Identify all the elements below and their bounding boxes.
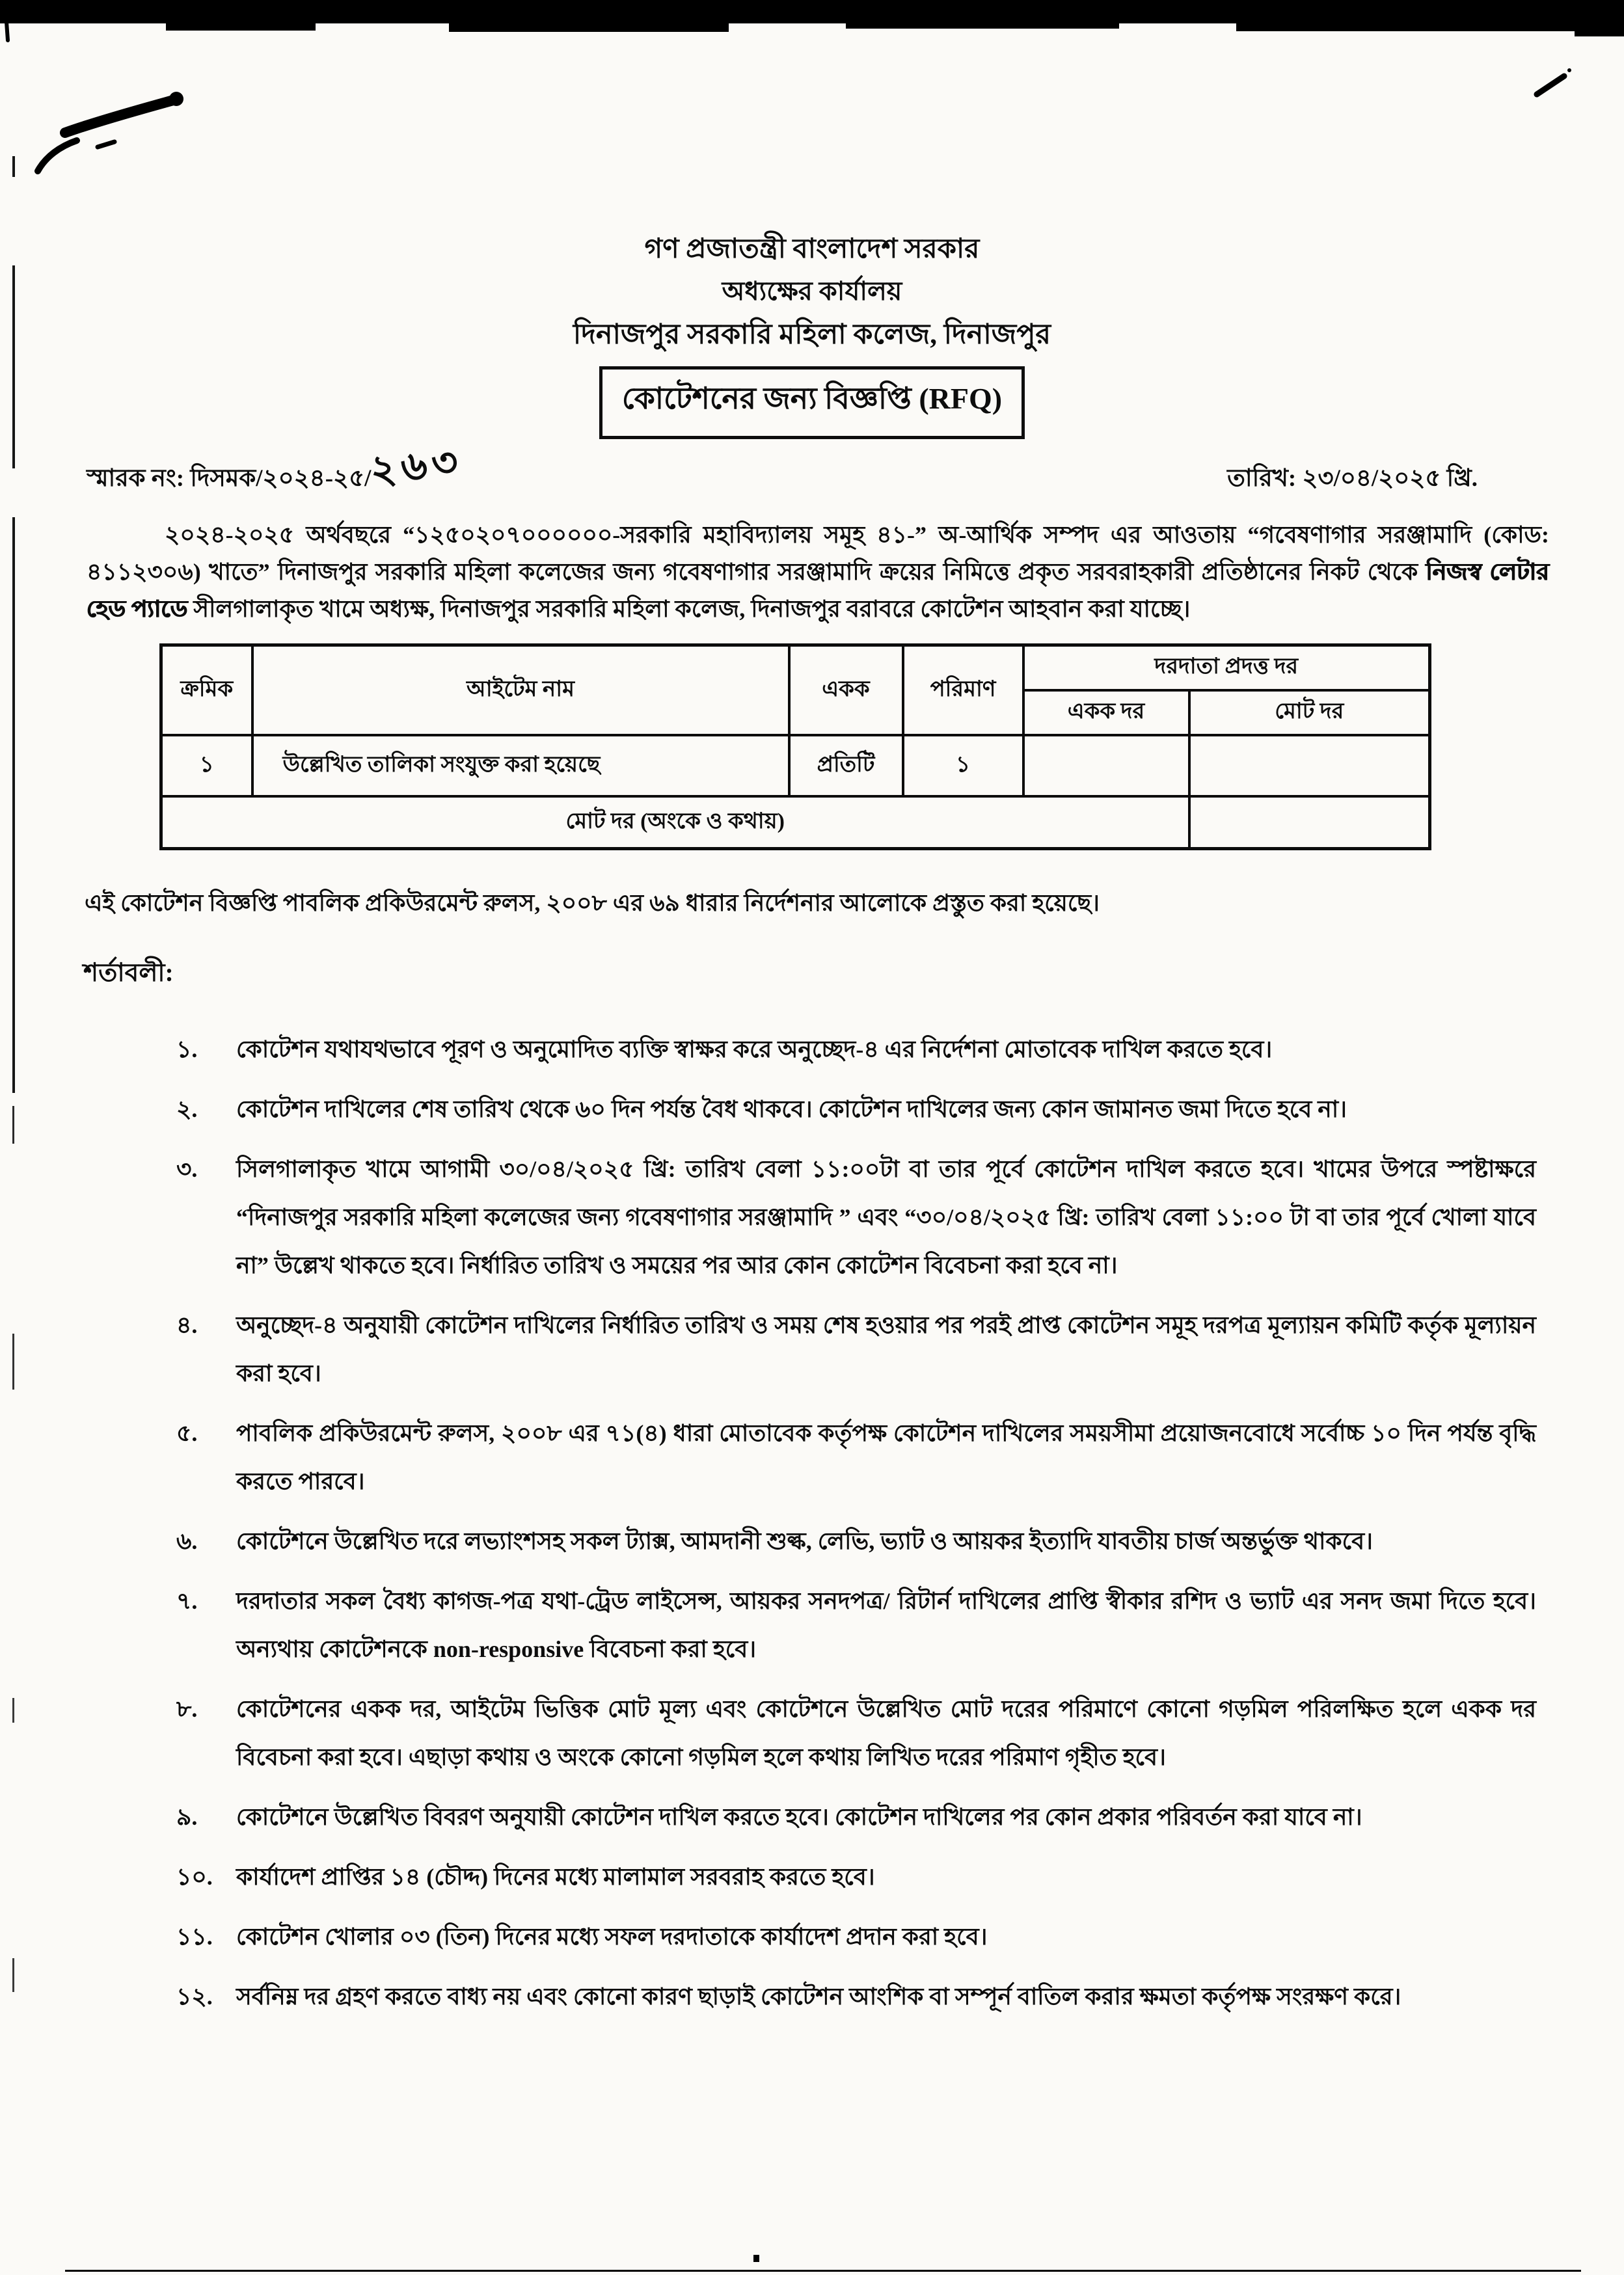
term-text: কোটেশন খোলার ০৩ (তিন) দিনের মধ্যে সফল দরদাতাকে কার্যাদেশ প্রদান করা হবে। bbox=[236, 1924, 988, 1950]
term-number: ১০. bbox=[176, 1864, 213, 1890]
cell-item: উল্লেখিত তালিকা সংযুক্ত করা হয়েছে bbox=[252, 735, 789, 796]
college-name: দিনাজপুর সরকারি মহিলা কলেজ, দিনাজপুর bbox=[573, 319, 1051, 350]
term-text: সর্বনিম্ন দর গ্রহণ করতে বাধ্য নয় এবং কোনো কারণ ছাড়াই কোটেশন আংশিক বা সম্পূর্ন বাতিল করার ক্ষমতা কর্তৃপক্ষ সংরক্ষণ করে। bbox=[236, 1984, 1401, 2010]
term-text: কোটেশন যথাযথভাবে পূরণ ও অনুমোদিত ব্যক্তি স্বাক্ষর করে অনুচ্ছেদ-৪ এর নির্দেশনা মোতাবেক দাখিল করতে হবে। bbox=[236, 1036, 1273, 1062]
office-name: অধ্যক্ষের কার্যালয় bbox=[722, 276, 902, 306]
scan-artifact-bottom-edge bbox=[65, 2270, 1581, 2272]
term-item bbox=[176, 1409, 1536, 1505]
term-number: ৫. bbox=[176, 1420, 198, 1446]
col-header-total-rate: মোট দর bbox=[1189, 690, 1430, 735]
term-item bbox=[176, 1685, 1536, 1781]
col-header-item: আইটেম নাম bbox=[252, 645, 789, 736]
term-item bbox=[176, 1517, 1536, 1565]
memo-row bbox=[87, 439, 1478, 500]
col-header-serial: ক্রমিক bbox=[161, 645, 252, 736]
term-item bbox=[176, 1972, 1536, 2021]
cell-total-rate-empty bbox=[1189, 735, 1430, 796]
term-text: দরদাতার সকল বৈধ্য কাগজ-পত্র যথা-ট্রেড লাইসেন্স, আয়কর সনদপত্র/ রিটার্ন দাখিলের প্রাপ্তি স্বীকার রশিদ ও ভ্যাট এর সনদ জমা দিতে হবে। অন্যথায় কোটেশনকে non-responsive বিবেচনা করা হবে। bbox=[236, 1588, 1536, 1662]
term-item bbox=[176, 1793, 1536, 1841]
term-item bbox=[176, 1577, 1536, 1673]
term-text: কোটেশনে উল্লেখিত বিবরণ অনুযায়ী কোটেশন দাখিল করতে হবে। কোটেশন দাখিলের পর কোন প্রকার পরিবর্তন করা যাবে না। bbox=[236, 1804, 1362, 1830]
table-header-row bbox=[161, 645, 1430, 691]
intro-part2: সীলগালাকৃত খামে অধ্যক্ষ, দিনাজপুর সরকারি মহিলা কলেজ, দিনাজপুর বরাবরে কোটেশন আহবান করা যাচ্ছে। bbox=[187, 596, 1191, 622]
term-text: কোটেশনের একক দর, আইটেম ভিত্তিক মোট মূল্য এবং কোটেশনে উল্লেখিত মোট দরের পরিমাণে কোনো গড়মিল পরিলক্ষিত হলে একক দর বিবেচনা করা হবে। এছাড়া কথায় ও অংকে কোনো গড়মিল হলে কথায় লিখিত দরের পরিমাণ গৃহীত হবে। bbox=[236, 1696, 1536, 1770]
term-text: কোটেশনে উল্লেখিত দরে লভ্যাংশসহ সকল ট্যাক্স, আমদানী শুল্ক, লেভি, ভ্যাট ও আয়কর ইত্যাদি যাবতীয় চার্জ অন্তর্ভুক্ত থাকবে। bbox=[236, 1528, 1373, 1554]
intro-emphasis: নিজস্ব লেটার হেড প্যাডে bbox=[87, 559, 1549, 622]
term-number: ৪. bbox=[176, 1312, 198, 1338]
term-text: সিলগালাকৃত খামে আগামী ৩০/০৪/২০২৫ খ্রি: তারিখ বেলা ১১:০০টা বা তার পূর্বে কোটেশন দাখিল করতে হবে। খামের উপরে স্পষ্টাক্ষরে “দিনাজপুর সরকারি মহিলা কলেজের জন্য গবেষণাগার সরঞ্জামাদি ” এবং “৩০/০৪/২০২৫ খ্রি: তারিখ বেলা ১১:০০ টা বা তার পূর্বে খোলা যাবে না” উল্লেখ থাকতে হবে। নির্ধারিত তারিখ ও সময়ের পর আর কোন কোটেশন বিবেচনা করা হবে না। bbox=[236, 1156, 1537, 1278]
memo-number bbox=[87, 439, 465, 500]
term-item bbox=[176, 1913, 1536, 1961]
cell-unit: প্রতিটি bbox=[789, 735, 903, 796]
term-item bbox=[176, 1853, 1536, 1901]
terms-heading: শর্তাবলী: bbox=[83, 959, 174, 987]
memo-number-handwritten: ২৬৩ bbox=[368, 439, 465, 494]
term-number: ২. bbox=[176, 1096, 198, 1122]
terms-list bbox=[176, 1025, 1536, 2021]
term-number: ১. bbox=[176, 1036, 198, 1062]
rules-reference-note: এই কোটেশন বিজ্ঞপ্তি পাবলিক প্রকিউরমেন্ট রুলস, ২০০৮ এর ৬৯ ধারার নির্দেশনার আলোকে প্রস্তুত করা হয়েছে। bbox=[85, 890, 1100, 916]
term-item bbox=[176, 1025, 1536, 1073]
term-number: ৯. bbox=[176, 1804, 198, 1830]
term-number: ৩. bbox=[176, 1156, 198, 1182]
term-number: ১১. bbox=[176, 1924, 213, 1950]
cell-total-label: মোট দর (অংকে ও কথায়) bbox=[161, 796, 1189, 849]
cell-serial: ১ bbox=[161, 735, 252, 796]
term-item bbox=[176, 1145, 1536, 1289]
term-text: অনুচ্ছেদ-৪ অনুযায়ী কোটেশন দাখিলের নির্ধারিত তারিখ ও সময় শেষ হওয়ার পর পরই প্রাপ্ত কোটেশন সমূহ দরপত্র মূল্যায়ন কমিটি কর্তৃক মূল্যায়ন করা হবে। bbox=[236, 1312, 1536, 1386]
intro-part1: ২০২৪-২০২৫ অর্থবছরে “১২৫০২০৭০০০০০০-সরকারি মহাবিদ্যালয় সমূহ ৪১-” অ-আর্থিক সম্পদ এর আওতায় “গবেষণাগার সরঞ্জামাদি (কোড: ৪১১২৩০৬) খাতে” দিনাজপুর সরকারি মহিলা কলেজের জন্য গবেষণাগার সরঞ্জামাদি ক্রয়ের নিমিত্তে প্রকৃত সরবরাহকারী প্রতিষ্ঠানের নিকট থেকে bbox=[87, 522, 1549, 585]
col-header-qty: পরিমাণ bbox=[903, 645, 1023, 736]
government-name: গণ প্রজাতন্ত্রী বাংলাদেশ সরকার bbox=[644, 234, 980, 264]
term-number: ৬. bbox=[176, 1528, 198, 1554]
intro-paragraph bbox=[87, 517, 1549, 628]
rfq-title-box: কোটেশনের জন্য বিজ্ঞপ্তি (RFQ) bbox=[599, 366, 1025, 439]
table-footer-row bbox=[161, 796, 1430, 849]
letterhead bbox=[0, 231, 1624, 353]
cell-total-value-empty bbox=[1189, 796, 1430, 849]
term-text: কার্যাদেশ প্রাপ্তির ১৪ (চৌদ্দ) দিনের মধ্যে মালামাল সরবরাহ করতে হবে। bbox=[236, 1864, 875, 1890]
col-header-unit: একক bbox=[789, 645, 903, 736]
table-row bbox=[161, 735, 1430, 796]
cell-unit-rate-empty bbox=[1023, 735, 1189, 796]
term-number: ১২. bbox=[176, 1984, 213, 2010]
term-number: ৭. bbox=[176, 1588, 198, 1614]
term-item bbox=[176, 1301, 1536, 1397]
memo-date: তারিখ: ২৩/০৪/২০২৫ খ্রি. bbox=[1227, 465, 1478, 492]
cell-qty: ১ bbox=[903, 735, 1023, 796]
quotation-table bbox=[159, 643, 1431, 850]
term-text: কোটেশন দাখিলের শেষ তারিখ থেকে ৬০ দিন পর্যন্ত বৈধ থাকবে। কোটেশন দাখিলের জন্য কোন জামানত জমা দিতে হবে না। bbox=[236, 1096, 1347, 1122]
col-header-unit-rate: একক দর bbox=[1023, 690, 1189, 735]
term-text: পাবলিক প্রকিউরমেন্ট রুলস, ২০০৮ এর ৭১(৪) ধারা মোতাবেক কর্তৃপক্ষ কোটেশন দাখিলের সময়সীমা প্রয়োজনবোধে সর্বোচ্চ ১০ দিন পর্যন্ত বৃদ্ধি করতে পারবে। bbox=[236, 1420, 1536, 1494]
memo-number-label: স্মারক নং: দিসমক/২০২৪-২৫/ bbox=[87, 465, 372, 492]
rfq-title-wrap bbox=[0, 366, 1624, 439]
term-item bbox=[176, 1085, 1536, 1133]
scan-artifact-speck bbox=[753, 2255, 759, 2262]
term-number: ৮. bbox=[176, 1696, 198, 1722]
col-header-bidder-rate-group: দরদাতা প্রদত্ত দর bbox=[1023, 645, 1430, 691]
